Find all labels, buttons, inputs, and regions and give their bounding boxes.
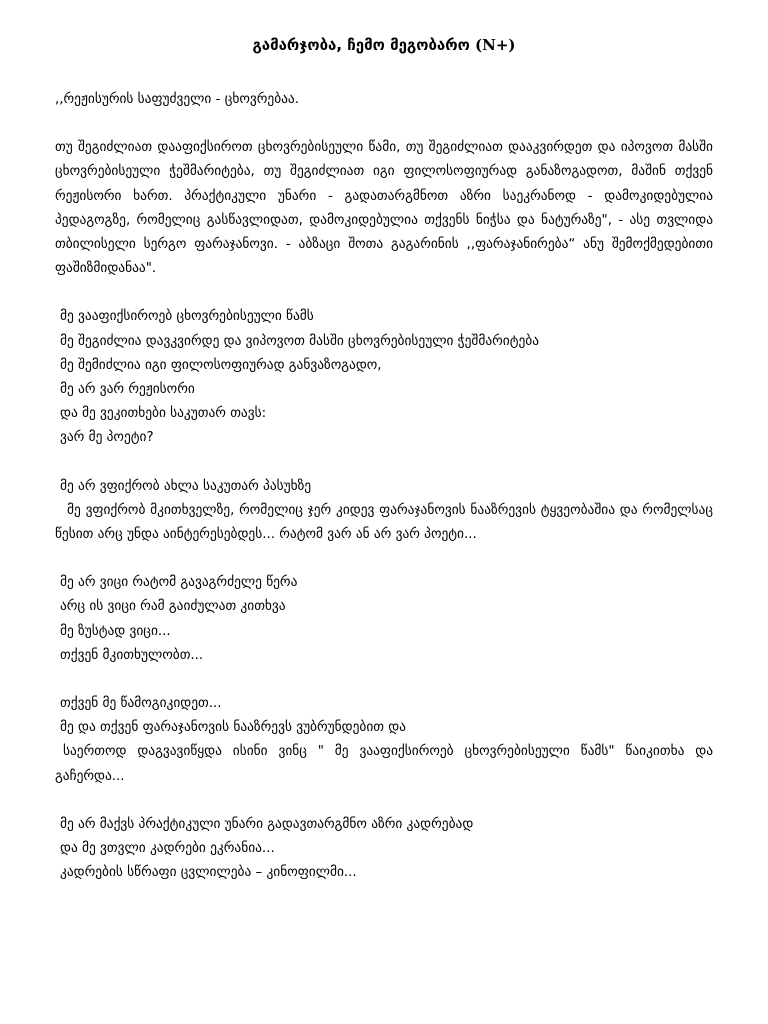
verse-line: მე და თქვენ ფარაჯანოვის ნააზრევს ვუბრუნდებით და — [60, 720, 406, 736]
verse-line: არც ის ვიცი რამ გაიძულათ კითხვა — [60, 599, 286, 615]
verse-line: თქვენ მე წამოგიკიდეთ... — [60, 696, 222, 712]
intro-quote: ,,რეჟისურის საფუძველი - ცხოვრებაა. — [55, 92, 299, 107]
verse-line: თქვენ მკითხულობთ... — [60, 647, 204, 663]
verse-line: და მე ვთვლი კადრები ეკრანია... — [60, 841, 275, 857]
title-suffix: (N+) — [475, 36, 516, 54]
verse-line: მე არ მაქვს პრაქტიკული უნარი გადავთარგმნო აზრი კადრებად — [60, 816, 474, 832]
verse-line: მე ზუსტად ვიცი... — [60, 623, 171, 639]
verse-line: მე არ ვიცი რატომ გავაგრძელე წერა — [60, 575, 298, 591]
verse-line: კადრების სწრაფი ცვლილება – კინოფილმი... — [60, 865, 357, 881]
verse-line: მე არ ვფიქრობ ახლა საკუთარ პასუხზე — [60, 478, 312, 494]
verse-line: და მე ვეკითხები საკუთარ თავს: — [60, 406, 267, 422]
verse-line: მე არ ვარ რეჟისორი — [60, 382, 195, 398]
title-text: გამარჯობა, ჩემო მეგობარო — [252, 36, 470, 54]
verse-paragraph: საერთოდ დაგვავიწყდა ისინი ვინც " მე ვააფიქსიროებ ცხოვრებისეული წამს" წაიკითხა და გაჩერდა... — [55, 744, 713, 784]
verse-line: მე შეგიძლია დავკვირდე და ვიპოვოთ მასში ცხოვრებისეული ჭეშმარიტება — [60, 333, 540, 349]
verse-line: ვარ მე პოეტი? — [60, 430, 154, 446]
document-body — [55, 88, 713, 885]
verse-line: მე შემიძლია იგი ფილოსოფიურად განვაზოგადო, — [60, 357, 382, 373]
main-paragraph: თუ შეგიძლიათ დააფიქსიროთ ცხოვრებისეული წამი, თუ შეგიძლიათ დააკვირდეთ და იპოვოთ მასში ცხოვრებისეული ჭეშმარიტება, თუ შეგიძლიათ იგი ფილოსოფიურად განაზოგადოთ, მაშინ თქვენ რეჟისორი ხართ. პრაქტიკული უნარი - გადათარგმნოთ აზრი საეკრანოდ - დამოკიდებულია პედაგოგზე, რომელიც გასწავლიდათ, დამოკიდებულია თქვენს ნიჭსა და ნატურაზე", - ასე თვლიდა თბილისელი სერგო ფარაჯანოვი. - აბზაცი შოთა გაგარინის ,,ფარაჯანირება“ ანუ შემოქმედებითი ფაშიზმიდანაა". — [55, 140, 713, 277]
document-title — [0, 35, 768, 55]
verse-line: მე ვააფიქსიროებ ცხოვრებისეული წამს — [60, 309, 314, 325]
verse-paragraph: მე ვფიქრობ მკითხველზე, რომელიც ჯერ კიდევ ფარაჯანოვის ნააზრევის ტყვეობაშია და რომელსაც წესით არც უნდა აინტერესებდეს... რატომ ვარ ან არ ვარ პოეტი... — [55, 502, 713, 543]
